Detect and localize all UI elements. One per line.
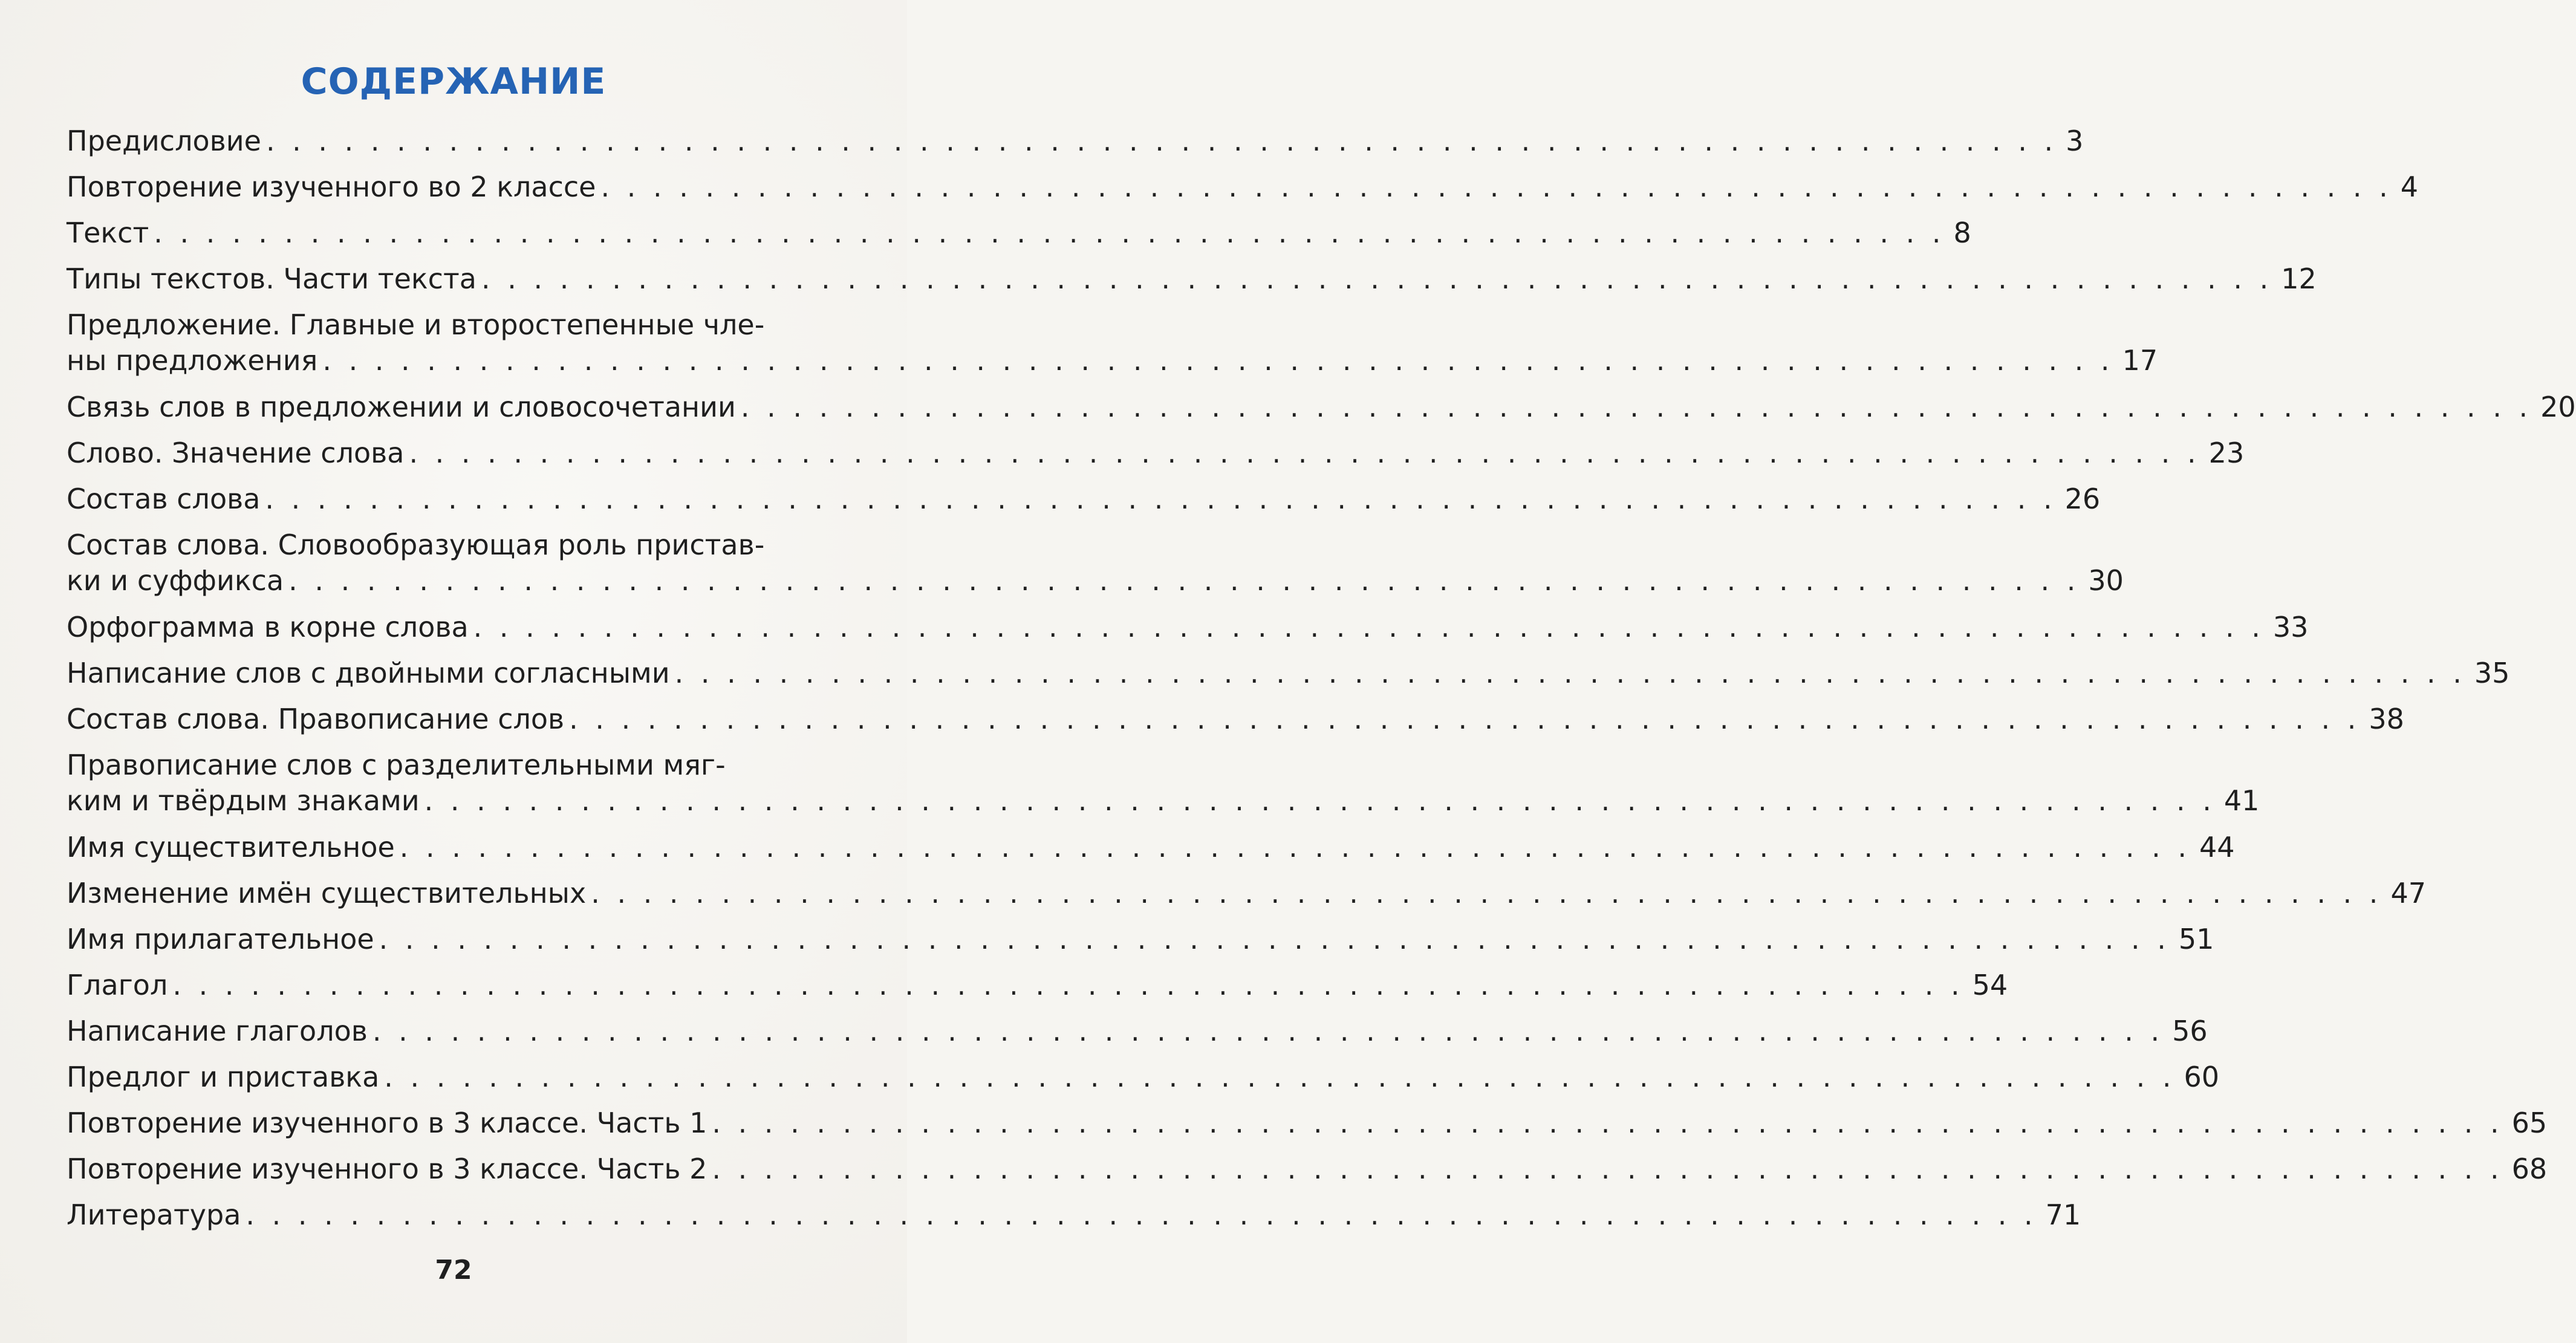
toc-entry <box>67 430 2245 476</box>
toc-entry-label: Повторение изученного в 3 классе. Часть 1 <box>67 1107 707 1139</box>
toc-entry <box>67 742 2260 824</box>
toc-entry-page: 60 <box>2184 1061 2220 1093</box>
toc-entry <box>67 916 2214 962</box>
toc-entry-label: Имя прилагательное <box>67 923 374 955</box>
toc-entry-label: Написание глаголов <box>67 1015 368 1047</box>
dot-leader: . . . . . . . . . . . . . . . . . . . . . . . . . . . . . . . . . . . . . . . . . . . . . . . . . . . . . . . . . . . . . . . . . . . . . <box>409 437 2200 469</box>
toc-entry-label: Состав слова. Словообразующая роль пристав- <box>67 528 765 561</box>
toc-entry-page: 17 <box>2122 344 2158 377</box>
table-of-contents <box>67 118 2576 1238</box>
dot-leader: . . . . . . . . . . . . . . . . . . . . . . . . . . . . . . . . . . . . . . . . . . . . . . . . . . . . . . . . . . . . . . . . . . . . . <box>265 483 2057 515</box>
toc-entry-label: Предисловие <box>67 125 261 157</box>
toc-entry <box>67 824 2235 870</box>
toc-entry <box>67 522 2124 604</box>
toc-entry <box>67 962 2008 1008</box>
dot-leader: . . . . . . . . . . . . . . . . . . . . . . . . . . . . . . . . . . . . . . . . . . . . . . . . . . . . . . . . . . . . . . . . . . . . . <box>481 262 2273 295</box>
dot-leader: . . . . . . . . . . . . . . . . . . . . . . . . . . . . . . . . . . . . . . . . . . . . . . . . . . . . . . . . . . . . . . . . . . . . . <box>473 611 2265 643</box>
dot-leader: . . . . . . . . . . . . . . . . . . . . . . . . . . . . . . . . . . . . . . . . . . . . . . . . . . . . . . . . . . . . . . . . . . . . . <box>246 1198 2037 1231</box>
toc-entry <box>67 302 2158 384</box>
toc-entry <box>67 476 2101 522</box>
dot-leader: . . . . . . . . . . . . . . . . . . . . . . . . . . . . . . . . . . . . . . . . . . . . . . . . . . . . . . . . . . . . . . . . . . . . . <box>712 1107 2503 1139</box>
toc-entry <box>67 118 2084 164</box>
toc-entry <box>67 696 2404 742</box>
page-title: СОДЕРЖАНИЕ <box>301 60 607 103</box>
toc-entry-page: 56 <box>2172 1015 2208 1047</box>
dot-leader: . . . . . . . . . . . . . . . . . . . . . . . . . . . . . . . . . . . . . . . . . . . . . . . . . . . . . . . . . . . . . . . . . . . . . <box>674 657 2466 689</box>
dot-leader: . . . . . . . . . . . . . . . . . . . . . . . . . . . . . . . . . . . . . . . . . . . . . . . . . . . . . . . . . . . . . . . . . . . . . <box>322 344 2114 377</box>
toc-entry-label: Имя существительное <box>67 831 395 863</box>
toc-entry-page: 54 <box>1972 969 2008 1001</box>
toc-entry-label: Слово. Значение слова <box>67 437 405 469</box>
toc-entry-label: Предложение. Главные и второстепенные чле- <box>67 308 765 341</box>
dot-leader: . . . . . . . . . . . . . . . . . . . . . . . . . . . . . . . . . . . . . . . . . . . . . . . . . . . . . . . . . . . . . . . . . . . . . <box>740 391 2532 423</box>
toc-entry-label: Предлог и приставка <box>67 1061 380 1093</box>
toc-entry-page: 44 <box>2199 831 2235 863</box>
toc-entry-page: 20 <box>2540 391 2576 423</box>
dot-leader: . . . . . . . . . . . . . . . . . . . . . . . . . . . . . . . . . . . . . . . . . . . . . . . . . . . . . . . . . . . . . . . . . . . . . <box>379 923 2170 955</box>
toc-entry-page: 71 <box>2045 1198 2081 1231</box>
toc-entry-page: 65 <box>2511 1107 2548 1139</box>
toc-entry-label: Повторение изученного в 3 классе. Часть 2 <box>67 1153 707 1185</box>
toc-entry-page: 41 <box>2223 784 2260 817</box>
toc-entry <box>67 604 2309 650</box>
toc-entry-label: Правописание слов с разделительными мяг- <box>67 749 726 781</box>
toc-entry-label: Текст <box>67 216 149 249</box>
toc-entry-label-continued: ки и суффикса <box>67 564 284 597</box>
toc-entry-page: 33 <box>2272 611 2309 643</box>
dot-leader: . . . . . . . . . . . . . . . . . . . . . . . . . . . . . . . . . . . . . . . . . . . . . . . . . . . . . . . . . . . . . . . . . . . . . <box>569 703 2361 735</box>
toc-entry <box>67 384 2576 430</box>
toc-entry-label-continued: ны предложения <box>67 344 318 377</box>
toc-entry-label: Состав слова <box>67 483 261 515</box>
toc-entry-page: 30 <box>2088 564 2124 597</box>
toc-entry-page: 35 <box>2474 657 2510 689</box>
dot-leader: . . . . . . . . . . . . . . . . . . . . . . . . . . . . . . . . . . . . . . . . . . . . . . . . . . . . . . . . . . . . . . . . . . . . . <box>154 216 1945 249</box>
dot-leader: . . . . . . . . . . . . . . . . . . . . . . . . . . . . . . . . . . . . . . . . . . . . . . . . . . . . . . . . . . . . . . . . . . . . . <box>600 171 2392 203</box>
toc-entry-label: Состав слова. Правописание слов <box>67 703 565 735</box>
dot-leader: . . . . . . . . . . . . . . . . . . . . . . . . . . . . . . . . . . . . . . . . . . . . . . . . . . . . . . . . . . . . . . . . . . . . . <box>399 831 2191 863</box>
dot-leader: . . . . . . . . . . . . . . . . . . . . . . . . . . . . . . . . . . . . . . . . . . . . . . . . . . . . . . . . . . . . . . . . . . . . . <box>372 1015 2164 1047</box>
toc-entry <box>67 1192 2081 1238</box>
toc-entry-page: 4 <box>2400 171 2418 203</box>
toc-entry-page: 8 <box>1953 216 1971 249</box>
toc-entry-label: Написание слов с двойными согласными <box>67 657 670 689</box>
dot-leader: . . . . . . . . . . . . . . . . . . . . . . . . . . . . . . . . . . . . . . . . . . . . . . . . . . . . . . . . . . . . . . . . . . . . . <box>384 1061 2176 1093</box>
toc-entry <box>67 870 2426 916</box>
toc-entry-label: Связь слов в предложении и словосочетании <box>67 391 736 423</box>
toc-entry <box>67 650 2510 696</box>
dot-leader: . . . . . . . . . . . . . . . . . . . . . . . . . . . . . . . . . . . . . . . . . . . . . . . . . . . . . . . . . . . . . . . . . . . . . <box>288 564 2080 597</box>
dot-leader: . . . . . . . . . . . . . . . . . . . . . . . . . . . . . . . . . . . . . . . . . . . . . . . . . . . . . . . . . . . . . . . . . . . . . <box>712 1153 2503 1185</box>
toc-entry-label: Литература <box>67 1198 241 1231</box>
dot-leader: . . . . . . . . . . . . . . . . . . . . . . . . . . . . . . . . . . . . . . . . . . . . . . . . . . . . . . . . . . . . . . . . . . . . . <box>172 969 1964 1001</box>
toc-entry-page: 3 <box>2066 125 2084 157</box>
toc-entry-page: 51 <box>2178 923 2214 955</box>
toc-entry-page: 12 <box>2281 262 2317 295</box>
toc-entry <box>67 1008 2208 1054</box>
toc-entry <box>67 164 2418 210</box>
dot-leader: . . . . . . . . . . . . . . . . . . . . . . . . . . . . . . . . . . . . . . . . . . . . . . . . . . . . . . . . . . . . . . . . . . . . . <box>424 784 2216 817</box>
toc-entry <box>67 210 1971 256</box>
toc-entry-label: Типы текстов. Части текста <box>67 262 476 295</box>
toc-entry-page: 23 <box>2208 437 2245 469</box>
toc-entry <box>67 1100 2548 1146</box>
toc-entry <box>67 1146 2548 1192</box>
toc-entry-label: Орфограмма в корне слова <box>67 611 469 643</box>
toc-entry-page: 38 <box>2369 703 2404 735</box>
page-number: 72 <box>435 1255 472 1286</box>
dot-leader: . . . . . . . . . . . . . . . . . . . . . . . . . . . . . . . . . . . . . . . . . . . . . . . . . . . . . . . . . . . . . . . . . . . . . <box>265 125 2058 157</box>
toc-entry-page: 68 <box>2511 1153 2548 1185</box>
toc-entry-label: Изменение имён существительных <box>67 877 587 909</box>
toc-entry-label: Повторение изученного во 2 классе <box>67 171 596 203</box>
toc-entry-page: 26 <box>2064 483 2101 515</box>
toc-entry <box>67 1054 2220 1100</box>
toc-entry-page: 47 <box>2390 877 2426 909</box>
dot-leader: . . . . . . . . . . . . . . . . . . . . . . . . . . . . . . . . . . . . . . . . . . . . . . . . . . . . . . . . . . . . . . . . . . . . . <box>591 877 2382 909</box>
toc-entry-label-continued: ким и твёрдым знаками <box>67 784 420 817</box>
toc-entry-label: Глагол <box>67 969 168 1001</box>
toc-entry <box>67 256 2317 302</box>
